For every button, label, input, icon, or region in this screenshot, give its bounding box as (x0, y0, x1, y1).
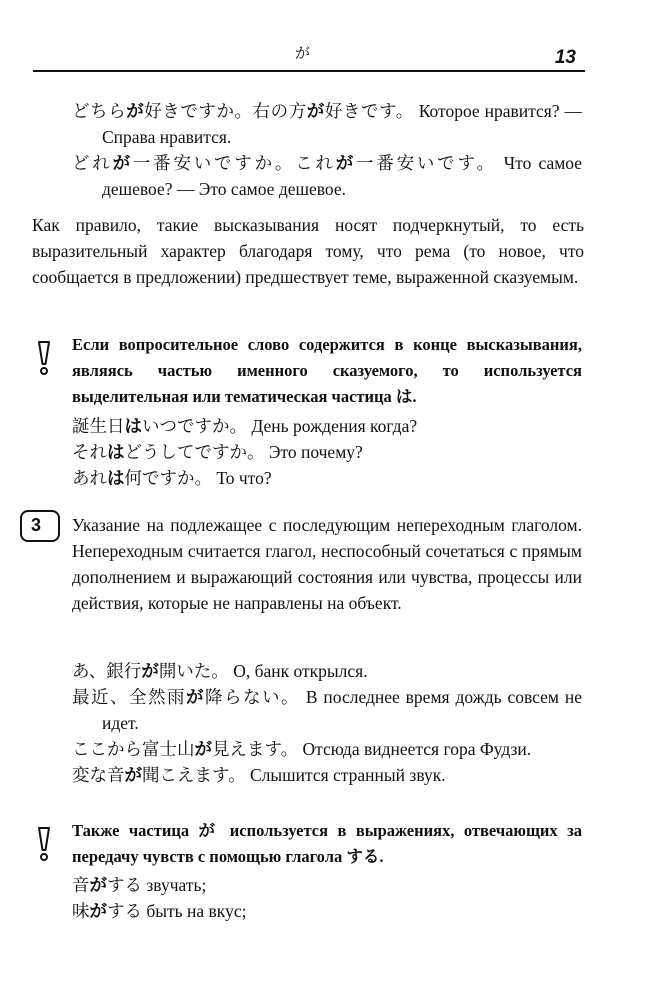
example-line: 最近、全然雨が降らない。 В последнее время дождь совсем не идет. (72, 687, 583, 733)
example-block-2 (72, 413, 582, 491)
example-line: どれが一番安いですか。これが一番安いです。 Что самое дешевое? — Это самое дешевое. (72, 153, 583, 199)
example-line: 音がする звучать; (72, 875, 207, 895)
exclamation-icon (36, 826, 52, 862)
exclamation-icon (36, 340, 52, 376)
section-number: 3 (31, 515, 42, 535)
example-line: あ、銀行が開いた。 О, банк открылся. (72, 661, 368, 681)
example-block-4 (72, 872, 582, 924)
running-header-title: が (295, 44, 311, 62)
example-line: ここから富士山が見えます。 Отсюда виднеется гора Фудзи. (72, 739, 532, 759)
body-paragraph: Как правило, такие высказывания носят подчеркнутый, то есть выразительный характер благодаря тому, что рема (то новое, что сообщается в предложении) предшествует теме, выраженной сказуемым. (32, 215, 584, 287)
header-rule (33, 70, 585, 72)
note-text: Если вопросительное слово содержится в конце высказывания, являясь частью именного сказуемого, то используется выделительная или тематическая частица は. (72, 335, 582, 406)
note-text: Также частица が используется в выражениях, отвечающих за передачу чувств с помощью глагола する. (72, 821, 582, 866)
section-number-box (20, 510, 60, 542)
example-line: 味がする быть на вкус; (72, 901, 247, 921)
example-line: 変な音が聞こえます。 Слышится странный звук. (72, 765, 446, 785)
example-line: どちらが好きですか。右の方が好きです。 Которое нравится? — Справа нравится. (72, 101, 582, 147)
section-text: Указание на подлежащее с последующим непереходным глаголом. Непереходным считается глагол, неспособный сочетаться с прямым дополнением и выражающий состояния или чувства, процессы или действия, которые не направлены на объект. (72, 515, 582, 613)
example-block-1 (72, 98, 582, 202)
example-line: それはどうしてですか。 Это почему? (72, 442, 363, 462)
example-line: あれは何ですか。 То что? (72, 468, 272, 488)
page-number: 13 (554, 47, 576, 68)
example-block-3 (72, 658, 582, 788)
example-line: 誕生日はいつですか。 День рождения когда? (72, 416, 418, 436)
